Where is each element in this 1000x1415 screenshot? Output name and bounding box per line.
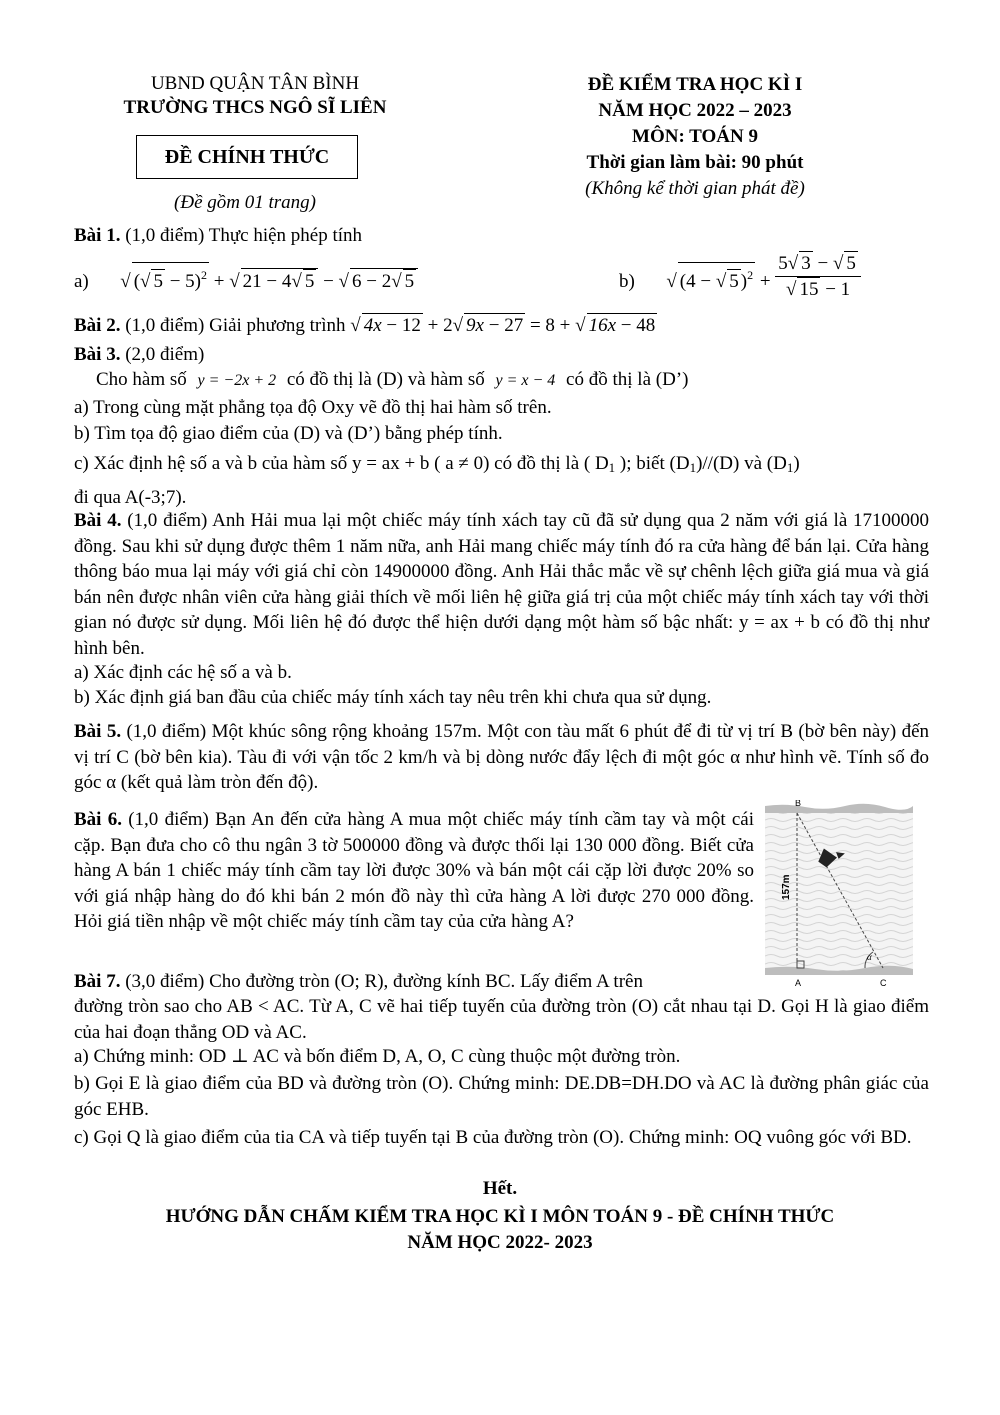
- bai1-title: Bài 1.: [74, 225, 121, 246]
- bai1-a-label: a): [74, 271, 89, 292]
- bai1-desc: (1,0 điểm) Thực hiện phép tính: [125, 225, 363, 246]
- bai7-body-line1: (3,0 điểm) Cho đường tròn (O; R), đường kính BC. Lấy điểm A trên: [125, 971, 643, 992]
- bai3-c-text-1: c) Xác định hệ số a và b của hàm số y = ax + b ( a ≠ 0) có đồ thị là ( D: [74, 453, 609, 474]
- label-alpha: α: [867, 952, 872, 962]
- bai2-desc: (1,0 điểm) Giải phương trình: [125, 315, 346, 336]
- bai3-heading: [74, 343, 928, 367]
- top-bank: [765, 804, 913, 813]
- bai3-title: Bài 3.: [74, 344, 121, 365]
- bai3-desc: (2,0 điểm): [125, 344, 205, 365]
- bai3-part-c: [74, 452, 928, 480]
- bai3-part-b: b) Tìm tọa độ giao điểm của (D) và (D’) bằng phép tính.: [74, 423, 503, 444]
- bai4-part-b: b) Xác định giá ban đầu của chiếc máy tính xách tay nêu trên khi chưa qua sử dụng.: [74, 687, 712, 708]
- bai1-b-expression: √ (4 − √ 5 )$^2$ + $\frac{5√ 3 - √ 5}{√ 15 - 1}$: [666, 271, 861, 292]
- bai3-c-text-4: ): [793, 453, 800, 474]
- exam-title: ĐỀ KIỂM TRA HỌC KÌ I: [587, 74, 803, 95]
- bai3-intro-2: có đồ thị là (D) và hàm số: [286, 369, 485, 390]
- bai2-title: Bài 2.: [74, 315, 121, 336]
- bai3-intro-1: Cho hàm số: [96, 369, 187, 390]
- bai4-part-a: a) Xác định các hệ số a và b.: [74, 662, 292, 683]
- grading-title: HƯỚNG DẪN CHẤM KIỂM TRA HỌC KÌ I MÔN TOÁN 9 - ĐỀ CHÍNH THỨC: [165, 1206, 835, 1227]
- bai6-title: Bài 6.: [74, 809, 122, 830]
- label-b: B: [795, 800, 802, 808]
- bai3-c-text-2: ); biết (D: [615, 453, 690, 474]
- bai3-intro-3: có đồ thị là (D’): [566, 369, 689, 390]
- bai7-part-c: c) Gọi Q là giao điểm của tia CA và tiếp tuyến tại B của đường tròn (O). Chứng minh: OQ vuông góc với BD.: [74, 1127, 912, 1148]
- bai3-c-text-3: )//(D) và (D: [696, 453, 787, 474]
- bai3-part-c-cont: đi qua A(-3;7).: [74, 487, 187, 508]
- bai3-part-a: a) Trong cùng mặt phẳng tọa độ Oxy vẽ đồ thị hai hàm số trên.: [74, 397, 552, 418]
- bai7-first-line: [74, 970, 764, 994]
- bai7-title: Bài 7.: [74, 971, 121, 992]
- label-c: C: [880, 978, 887, 988]
- bai4-body: (1,0 điểm) Anh Hải mua lại một chiếc máy tính xách tay cũ đã sử dụng qua 2 năm với giá là 17100000 đồng. Sau khi sử dụng được thêm 1 năm nữa, anh Hải mang chiếc máy tính đó ra cửa hàng để bán lại. Cửa hàng thông báo mua lại máy với giá chỉ còn 14900000 đồng. Anh Hải thắc mắc về sự chênh lệch giữa giá mua và giá bán nên được nhân viên cửa hàng giải thích về mối liên hệ giữa giá trị của một chiếc máy tính xách tay với thời gian nó được sử dụng. Mối liên hệ đó được thể hiện dưới dạng một hàm số bậc nhất: y = ax + b có đồ thị như hình bên.: [74, 510, 930, 659]
- bai1-b-label: b): [619, 271, 635, 292]
- header-left: [90, 72, 420, 120]
- bai1-expressions: [74, 253, 928, 301]
- bai5-text: [74, 719, 929, 796]
- d1-subscript: 1: [786, 460, 794, 475]
- time-limit: Thời gian làm bài: 90 phút: [586, 152, 804, 173]
- label-a: A: [795, 978, 802, 988]
- bai4-text: [74, 508, 929, 661]
- grading-year: NĂM HỌC 2022- 2023: [407, 1232, 593, 1253]
- bai1-heading: [74, 224, 928, 248]
- bai7-text: đường tròn sao cho AB < AC. Từ A, C vẽ hai tiếp tuyến của đường tròn (O) cắt nhau tại D. Gọi H là giao điểm của hai đoạn thẳng OD và AC.: [74, 996, 929, 1043]
- bai3-function-2: y = x − 4: [495, 372, 556, 389]
- official-label: ĐỀ CHÍNH THỨC: [136, 135, 358, 179]
- river-diagram: [765, 800, 913, 990]
- river-figure: [765, 800, 913, 990]
- bai6-text: [74, 807, 754, 935]
- subject: MÔN: TOÁN 9: [632, 126, 758, 147]
- bai5-title: Bài 5.: [74, 721, 122, 742]
- bai6-body: (1,0 điểm) Bạn An đến cửa hàng A mua một chiếc máy tính cầm tay và một cái cặp. Bạn đưa cho cô thu ngân 3 tờ 500000 đồng và được thối lại 130 000 đồng. Biết cửa hàng A bán 1 chiếc máy tính cầm tay lời được 30% và bán một cái cặp lời được 20% so với giá nhập hàng do đó khi bán 2 món đồ này thì cửa hàng A lời được 270 000 đồng. Hỏi giá tiền nhập về một chiếc máy tính cầm tay của cửa hàng A?: [74, 809, 755, 932]
- bai4-title: Bài 4.: [74, 510, 122, 531]
- bai2-equation: √ 4x − 12 + 2√ 9x − 27 = 8 + √ 16x − 48: [350, 315, 656, 336]
- time-note: (Không kể thời gian phát đề): [585, 178, 805, 199]
- bai3-function-1: y = −2x + 2: [197, 372, 277, 389]
- d1-subscript: 1: [608, 460, 616, 475]
- bai5-body: (1,0 điểm) Một khúc sông rộng khoảng 157m. Một con tàu mất 6 phút để đi từ vị trí B (bờ bên này) đến vị trí C (bờ bên kia). Tàu đi với vận tốc 2 km/h và bị dòng nước đẩy lệch đi một góc α như hình vẽ. Tính số đo góc α (kết quả làm tròn đến độ).: [74, 721, 930, 793]
- bai1-a-expression: √ (√ 5 − 5)$^2$ + √ 21 − 4√ 5 − √ 6 − 2√ 5: [120, 271, 418, 292]
- d1-subscript: 1: [689, 460, 697, 475]
- school-name: TRƯỜNG THCS NGÔ SĨ LIÊN: [123, 97, 387, 118]
- end-mark: Hết.: [482, 1178, 518, 1199]
- bai2-line: [74, 313, 928, 338]
- bai3-intro: [96, 368, 928, 393]
- bai7-part-b: b) Gọi E là giao điểm của BD và đường tròn (O). Chứng minh: DE.DB=DH.DO và AC là đường phân giác của góc EHB.: [74, 1073, 929, 1120]
- school-year: NĂM HỌC 2022 – 2023: [598, 100, 792, 121]
- header-right: [545, 72, 845, 202]
- bai7-part-a: a) Chứng minh: OD ⊥ AC và bốn điểm D, A, O, C cùng thuộc một đường tròn.: [74, 1046, 681, 1067]
- district-name: UBND QUẬN TÂN BÌNH: [150, 73, 360, 94]
- label-width: 157m: [781, 874, 792, 900]
- pages-note: (Đề gồm 01 trang): [174, 192, 316, 213]
